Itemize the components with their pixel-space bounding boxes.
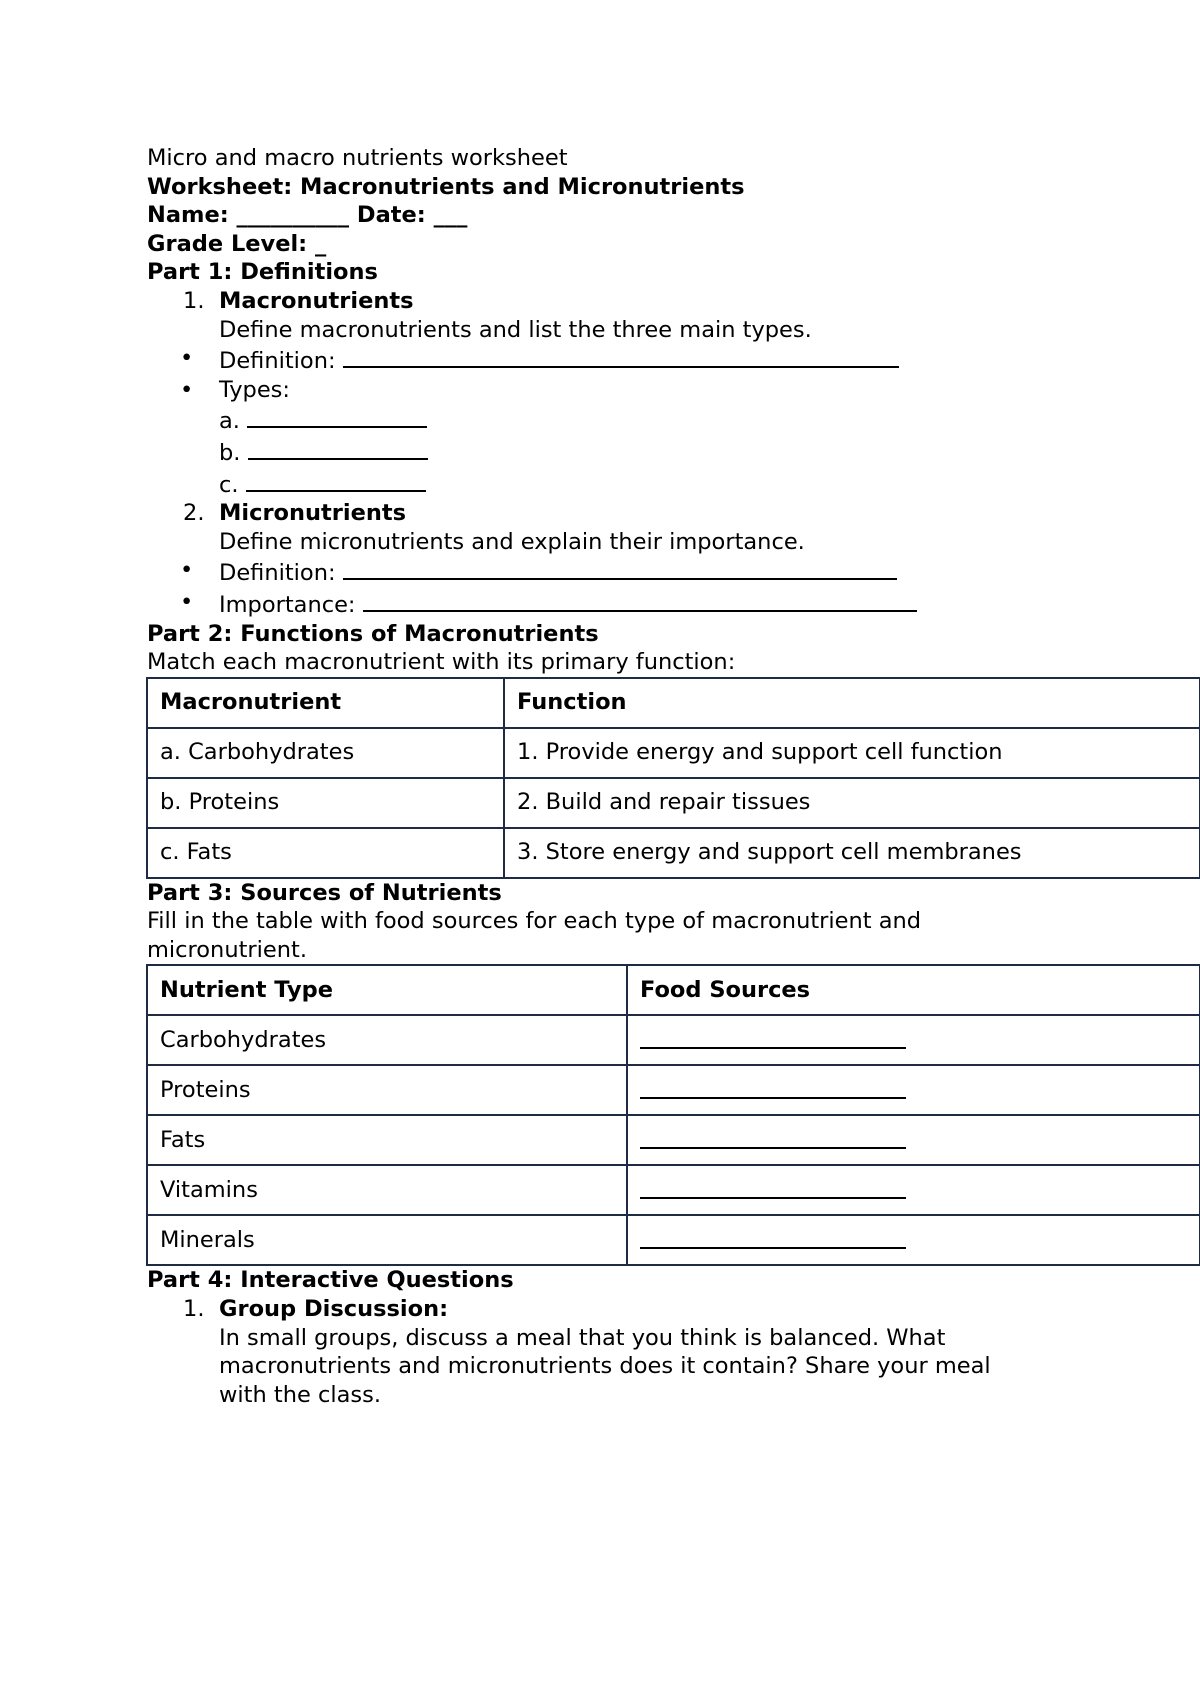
part2-instruction: Match each macronutrient with its primary function: [147, 649, 736, 676]
food-sources-cell [627, 1065, 1200, 1115]
name-label: Name: __________ [147, 202, 350, 229]
grade-level-line: Grade Level: _ [147, 230, 327, 257]
table-header-row [147, 678, 1200, 728]
header-cell: Macronutrient [147, 678, 504, 728]
definition-label: Definition: [219, 348, 336, 375]
importance-field [147, 588, 1200, 620]
definition-field [147, 344, 1200, 376]
item-number: 1. [183, 287, 205, 314]
food-sources-cell [627, 1165, 1200, 1215]
item-text-line: macronutrients and micronutrients does it contain? Share your meal [219, 1353, 991, 1380]
part4-heading: Part 4: Interactive Questions [147, 1267, 514, 1294]
function-cell: 1. Provide energy and support cell function [504, 728, 1200, 778]
bullet: • [180, 557, 194, 584]
table-row [147, 778, 1200, 828]
type-b-label: b. [219, 439, 241, 466]
function-cell: 2. Build and repair tissues [504, 778, 1200, 828]
micronutrient-fields [147, 556, 1200, 619]
worksheet-page [147, 144, 1200, 1409]
part2-heading: Part 2: Functions of Macronutrients [147, 620, 599, 647]
item-title: Macronutrients [219, 287, 414, 314]
date-label: Date: ___ [356, 202, 468, 229]
item-instruction: Define macronutrients and list the three main types. [219, 316, 812, 343]
types-field [147, 376, 1200, 499]
macronutrient-fields [147, 344, 1200, 499]
table-row [147, 1065, 1200, 1115]
name-date-line [147, 201, 1200, 230]
worksheet-title: Worksheet: Macronutrients and Micronutrients [147, 173, 745, 200]
type-a-label: a. [219, 408, 240, 435]
definition-blank[interactable] [343, 344, 899, 368]
table-row [147, 1115, 1200, 1165]
item-instruction: Define micronutrients and explain their importance. [219, 528, 805, 555]
part1-item-macronutrients [147, 287, 1200, 344]
type-c-line [219, 468, 1200, 500]
food-sources-blank[interactable] [640, 1175, 906, 1199]
macronutrient-cell: a. Carbohydrates [147, 728, 504, 778]
part4-item-group-discussion [147, 1295, 1200, 1409]
bullet: • [180, 376, 194, 403]
header-cell: Function [504, 678, 1200, 728]
food-sources-cell [627, 1015, 1200, 1065]
food-sources-cell [627, 1115, 1200, 1165]
function-cell: 3. Store energy and support cell membranes [504, 828, 1200, 878]
nutrient-cell: Proteins [147, 1065, 627, 1115]
importance-label: Importance: [219, 591, 356, 618]
item-text-line: In small groups, discuss a meal that you think is balanced. What [219, 1324, 946, 1351]
bullet: • [180, 345, 194, 372]
part3-heading: Part 3: Sources of Nutrients [147, 879, 502, 906]
item-title: Group Discussion: [219, 1296, 449, 1323]
type-b-blank[interactable] [248, 436, 428, 460]
type-a-line [219, 404, 1200, 436]
sources-table [146, 964, 1200, 1266]
table-header-row [147, 965, 1200, 1015]
table-row [147, 1215, 1200, 1265]
bullet: • [180, 588, 194, 615]
type-b-line [219, 436, 1200, 468]
functions-table [146, 677, 1200, 879]
macronutrient-cell: c. Fats [147, 828, 504, 878]
nutrient-cell: Minerals [147, 1215, 627, 1265]
food-sources-cell [627, 1215, 1200, 1265]
importance-blank[interactable] [363, 588, 917, 612]
food-sources-blank[interactable] [640, 1075, 906, 1099]
type-a-blank[interactable] [247, 404, 427, 428]
header-cell: Nutrient Type [147, 965, 627, 1015]
types-label: Types: [219, 376, 290, 403]
part3-instruction: Fill in the table with food sources for each type of macronutrient and micronutrient. [147, 908, 922, 963]
document-title: Micro and macro nutrients worksheet [147, 145, 568, 171]
food-sources-blank[interactable] [640, 1125, 906, 1149]
item-title: Micronutrients [219, 500, 407, 527]
table-row [147, 1015, 1200, 1065]
part1-heading: Part 1: Definitions [147, 259, 378, 286]
type-c-label: c. [219, 471, 239, 498]
table-row [147, 1165, 1200, 1215]
nutrient-cell: Carbohydrates [147, 1015, 627, 1065]
nutrient-cell: Vitamins [147, 1165, 627, 1215]
food-sources-blank[interactable] [640, 1025, 906, 1049]
type-c-blank[interactable] [246, 468, 426, 492]
header-cell: Food Sources [627, 965, 1200, 1015]
item-number: 1. [183, 1296, 205, 1323]
definition-blank[interactable] [343, 556, 897, 580]
item-number: 2. [183, 500, 205, 527]
nutrient-cell: Fats [147, 1115, 627, 1165]
part1-item-micronutrients [147, 499, 1200, 556]
definition-field [147, 556, 1200, 588]
item-text-line: with the class. [219, 1381, 381, 1408]
definition-label: Definition: [219, 560, 336, 587]
food-sources-blank[interactable] [640, 1225, 906, 1249]
table-row [147, 728, 1200, 778]
macronutrient-cell: b. Proteins [147, 778, 504, 828]
table-row [147, 828, 1200, 878]
